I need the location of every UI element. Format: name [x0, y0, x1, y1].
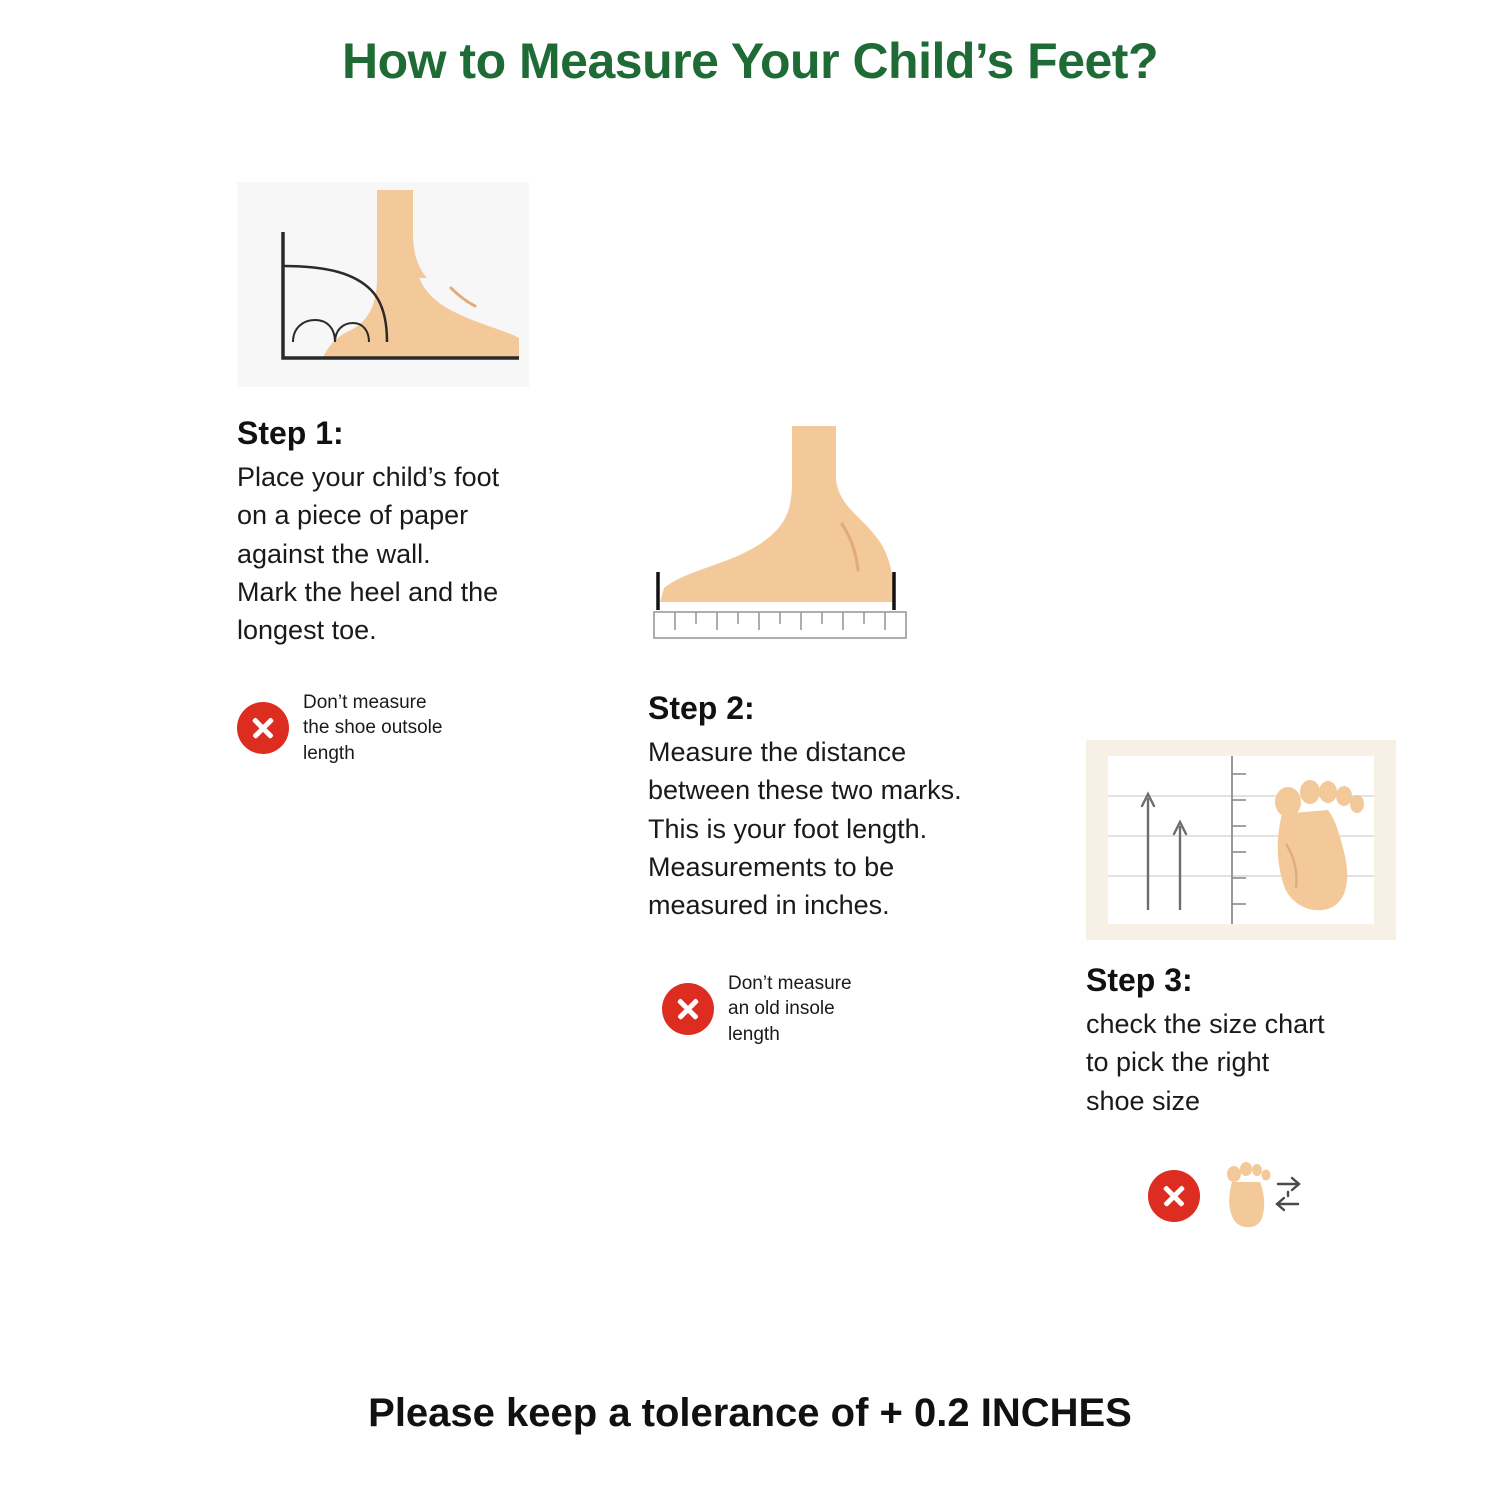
step-3-warning — [1148, 1158, 1416, 1234]
step-1-illustration — [237, 182, 529, 387]
step-2-warning-text — [728, 971, 852, 1048]
red-x-icon — [1148, 1170, 1200, 1222]
step-3-line-1: check the size chart — [1086, 1009, 1325, 1039]
foot-width-arrows-icon — [1214, 1158, 1310, 1234]
step-2-warning-line-1: Don’t measure — [728, 972, 852, 994]
step-2-line-3: This is your foot length. — [648, 813, 928, 844]
step-1-line-2: on a piece of paper — [237, 500, 469, 531]
foot-on-ruler-icon — [644, 420, 974, 660]
tolerance-note: Please keep a tolerance of + 0.2 INCHES — [368, 1391, 1132, 1435]
step-2-text — [648, 690, 1078, 925]
step-1-warning-line-1: Don’t measure — [303, 691, 427, 713]
step-2-warning-line-2: an old insole — [728, 998, 835, 1020]
step-2-block — [648, 420, 1078, 1048]
step-1-line-5: longest toe. — [237, 615, 377, 646]
step-1-warning-line-2: the shoe outsole — [303, 717, 443, 739]
step-3-line-2: to pick the right — [1086, 1047, 1270, 1078]
step-2-heading: Step 2: — [648, 690, 755, 726]
step-2-warning-line-3: length — [728, 1023, 780, 1045]
step-2-line-5: measured in inches. — [648, 890, 890, 921]
step-1-line-3: against the wall. — [237, 538, 431, 569]
footprint-measure-icon — [1086, 740, 1396, 940]
step-1-text — [237, 415, 567, 650]
step-1-heading: Step 1: — [237, 415, 344, 451]
step-3-heading: Step 3: — [1086, 962, 1193, 998]
foot-against-wall-icon — [237, 182, 529, 387]
step-2-warning — [662, 971, 1078, 1048]
step-2-line-4: Measurements to be — [648, 851, 895, 882]
step-1-warning-text — [303, 690, 442, 767]
step-3-text — [1086, 962, 1416, 1120]
step-1-block — [237, 182, 567, 767]
step-2-line-1: Measure the distance — [648, 737, 907, 767]
step-3-illustration — [1086, 740, 1396, 940]
red-x-icon — [237, 702, 289, 754]
step-3-line-3: shoe size — [1086, 1085, 1201, 1116]
red-x-icon — [662, 983, 714, 1035]
step-3-block — [1086, 740, 1416, 1234]
step-1-line-1: Place your child’s foot — [237, 462, 500, 492]
step-1-line-4: Mark the heel and the — [237, 576, 499, 607]
step-1-warning — [237, 690, 567, 767]
step-2-line-2: between these two marks. — [648, 775, 962, 806]
step-1-warning-line-3: length — [303, 742, 355, 764]
step-2-illustration — [644, 420, 974, 660]
page-title: How to Measure Your Child’s Feet? — [341, 33, 1159, 89]
